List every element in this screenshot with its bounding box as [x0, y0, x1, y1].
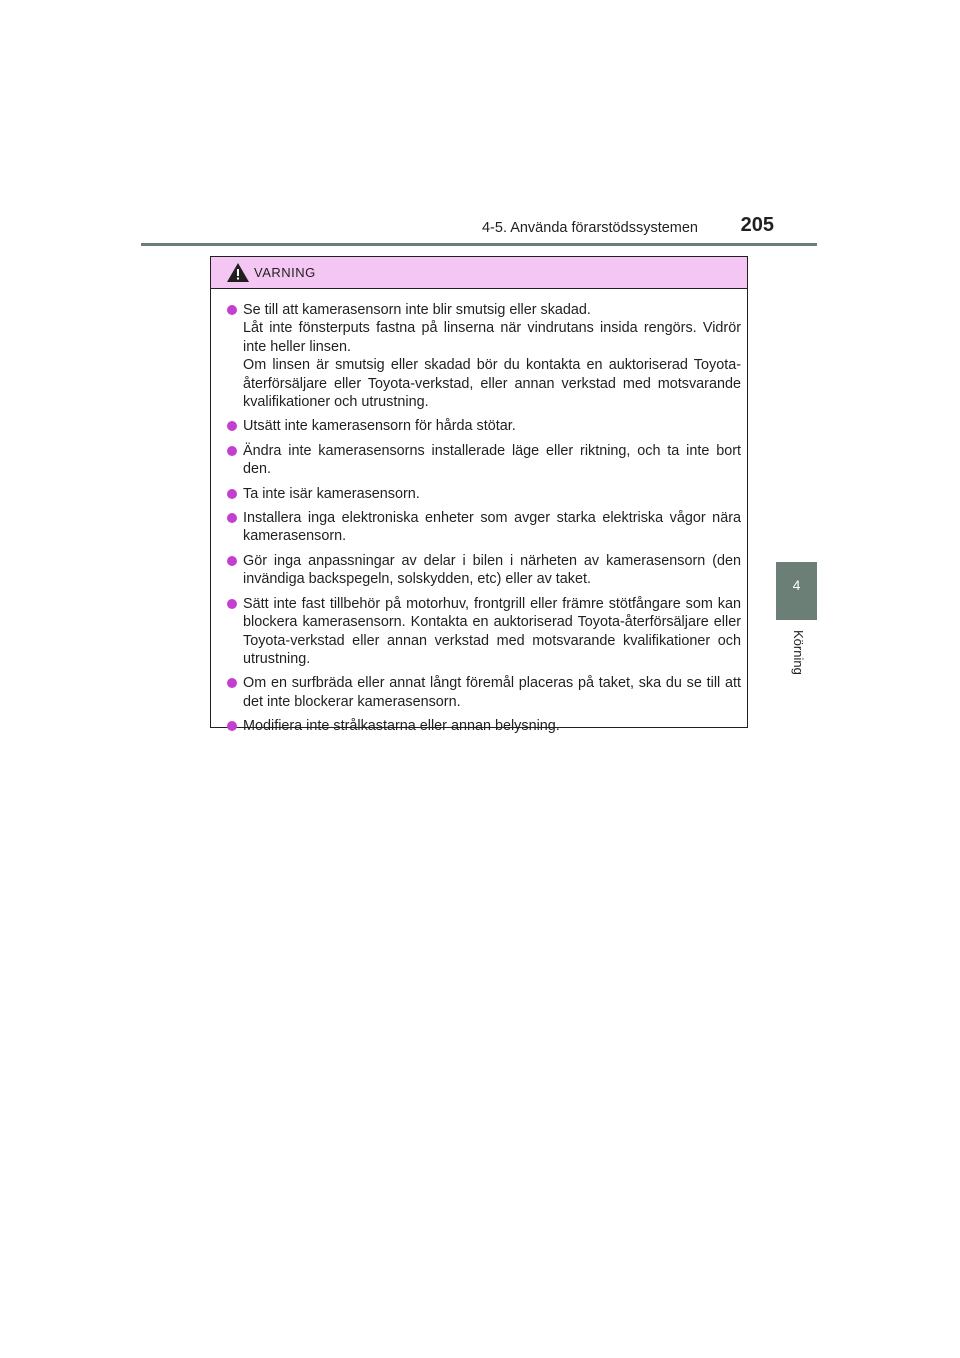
bullet-icon [227, 421, 237, 431]
warning-item-text: Låt inte fönsterputs fastna på linserna när vindrutans insida rengörs. Vidrör inte heller linsen. [243, 320, 741, 355]
warning-header [211, 257, 747, 289]
warning-triangle-icon [227, 263, 249, 282]
warning-item-text: Modifiera inte strålkastarna eller annan belysning. [243, 718, 560, 735]
warning-item-text: Ta inte isär kamerasensorn. [243, 485, 420, 502]
warning-item-text: Installera inga elektroniska enheter som avger starka elektriska vågor nära kamerasensorn. [243, 510, 741, 545]
warning-item [227, 442, 741, 479]
warning-item [227, 674, 741, 711]
warning-list [211, 289, 747, 736]
warning-title: VARNING [254, 265, 316, 280]
bullet-icon [227, 513, 237, 523]
section-title: 4-5. Använda förarstödssystemen [481, 220, 698, 236]
bullet-icon [227, 305, 237, 315]
warning-item-text: Sätt inte fast tillbehör på motorhuv, frontgrill eller främre stötfångare som kan blockera kamerasensorn. Kontakta en auktoriserad Toyota-återförsäljare eller Toyota-verkstad eller annan verkstad med motsvarande kvalifikationer och utrustning. [243, 595, 741, 667]
warning-item-text: Ändra inte kamerasensorns installerade läge eller riktning, och ta inte bort den. [243, 442, 741, 478]
header-divider [141, 243, 817, 246]
bullet-icon [227, 556, 237, 566]
warning-item-text: Se till att kamerasensorn inte blir smutsig eller skadad. [243, 302, 591, 318]
bullet-icon [227, 721, 237, 731]
warning-box [210, 256, 748, 735]
warning-item [227, 717, 741, 735]
bullet-icon [227, 489, 237, 499]
warning-item [227, 595, 741, 669]
warning-item-text: Om linsen är smutsig eller skadad bör du kontakta en auktoriserad Toyota-återförsäljare eller Toyota-verkstad, eller annan verkstad med motsvarande kvalifikationer och utrustning. [243, 357, 741, 411]
warning-item [227, 552, 741, 589]
warning-item [227, 509, 741, 546]
warning-item [227, 301, 741, 411]
warning-item-text: Gör inga anpassningar av delar i bilen i närheten av kamerasensorn (den invändiga backspegeln, solskydden, etc) eller av taket. [243, 552, 741, 588]
chapter-tab[interactable] [776, 562, 817, 620]
chapter-number: 4 [792, 577, 801, 593]
bullet-icon [227, 678, 237, 688]
warning-item [227, 485, 741, 503]
warning-item-text: Om en surfbräda eller annat långt föremål placeras på taket, ska du se till att det inte blockerar kamerasensorn. [243, 675, 741, 710]
warning-item [227, 417, 741, 435]
warning-item-text: Utsätt inte kamerasensorn för hårda stötar. [243, 418, 516, 435]
bullet-icon [227, 599, 237, 609]
page-number: 205 [740, 214, 774, 236]
chapter-label: Körning [791, 630, 806, 675]
bullet-icon [227, 446, 237, 456]
